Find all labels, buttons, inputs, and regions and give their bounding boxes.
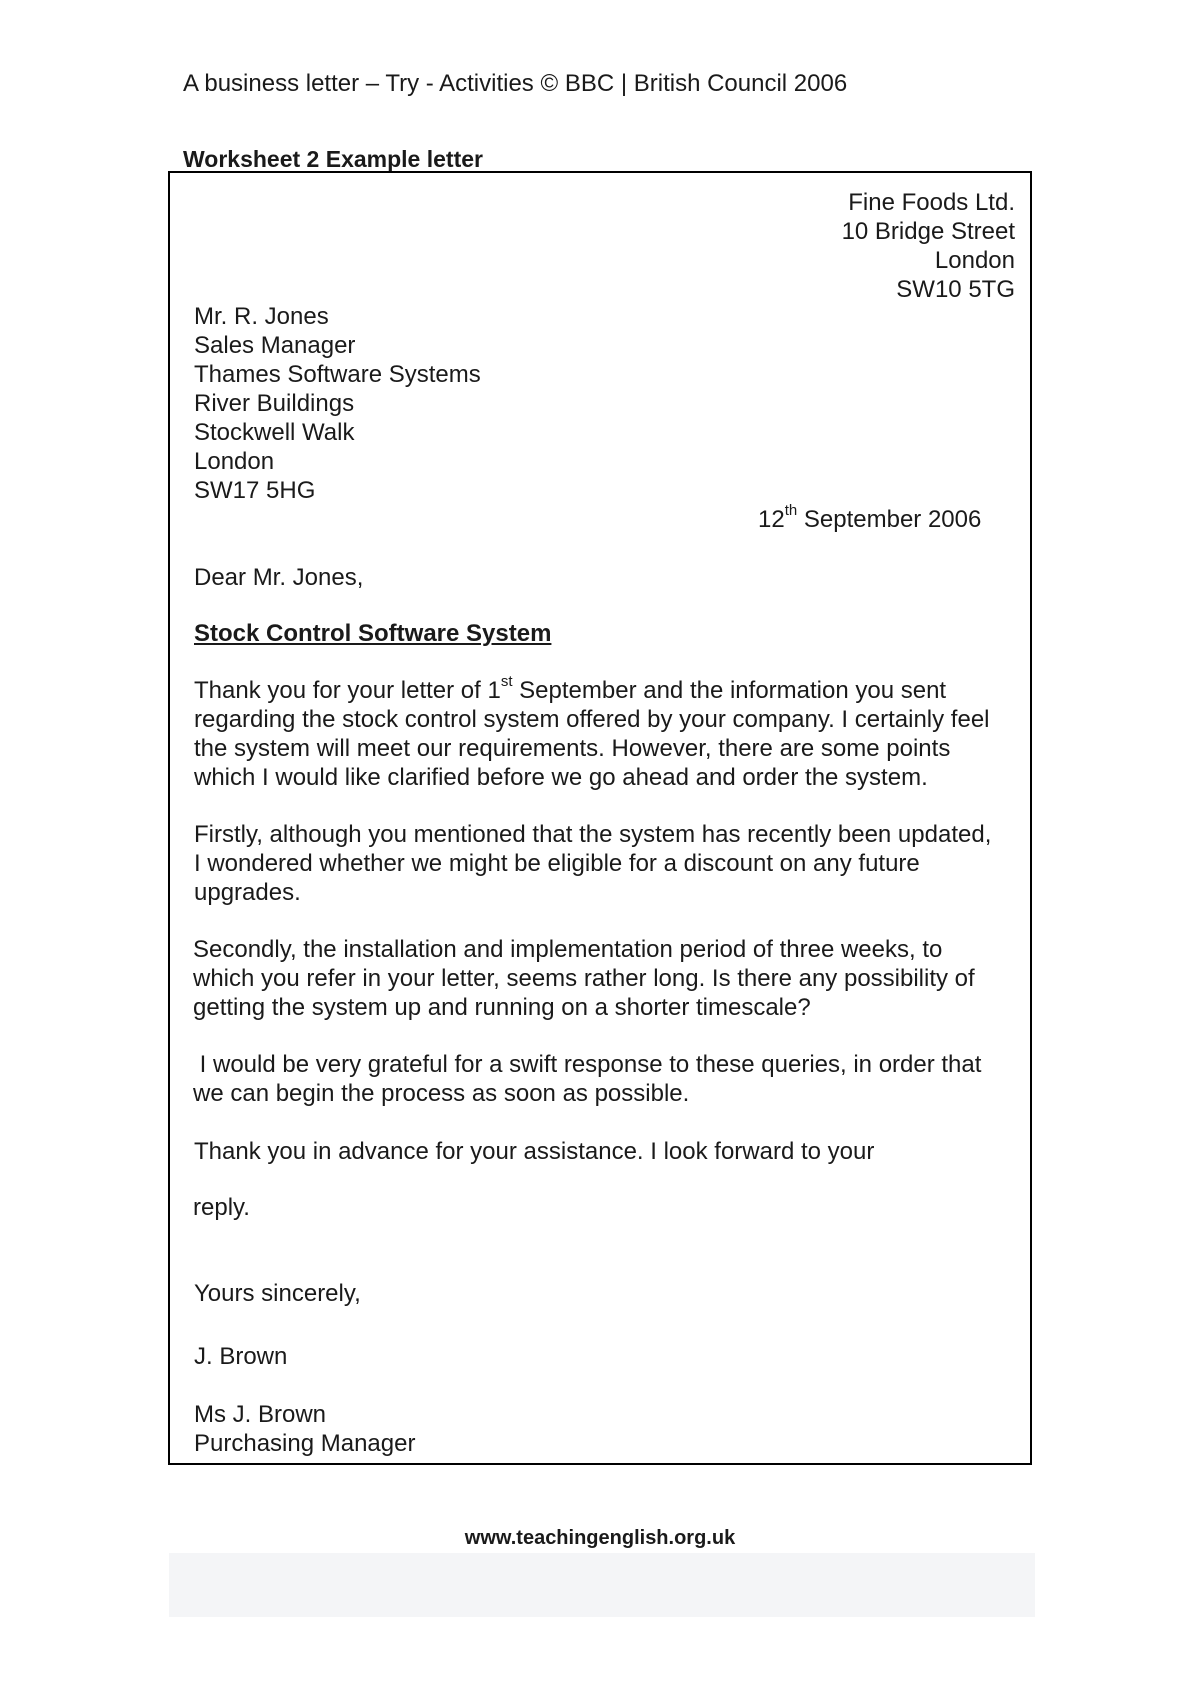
website-link[interactable]: www.teachingenglish.org.uk [464,1527,736,1549]
paragraph-thanks [194,673,990,792]
signature: J. Brown [194,1343,288,1370]
letter-date [758,502,982,534]
ordinal-suffix: st [500,673,513,690]
paragraph-line: regarding the stock control system offered by your company. I certainly feel [194,706,990,733]
recipient-address-line: London [194,448,275,475]
paragraph-line: getting the system up and running on a shorter timescale? [193,994,811,1021]
paragraph-reply [193,1193,250,1222]
paragraph-line: upgrades. [194,879,301,906]
paragraph-line: Firstly, although you mentioned that the system has recently been updated, [194,821,992,848]
paragraph-text: September and the information you sent [512,677,947,704]
date-month-year: September 2006 [797,506,982,533]
signoff-title: Purchasing Manager [194,1430,416,1457]
date-day: 12 [758,506,785,533]
sender-address-line: 10 Bridge Street [841,218,1015,245]
page-header: A business letter – Try - Activities © BBC | British Council 2006 [183,70,848,97]
sender-address-line: London [934,247,1015,274]
salutation: Dear Mr. Jones, [194,564,364,591]
footer-band [169,1553,1035,1617]
paragraph-line: reply. [193,1194,250,1221]
paragraph-line: which you refer in your letter, seems rather long. Is there any possibility of [193,965,975,992]
recipient-address-line: Thames Software Systems [194,361,481,388]
sender-address [842,188,1015,304]
recipient-address-line: SW17 5HG [194,477,316,504]
recipient-address-line: Sales Manager [194,332,356,359]
signoff-name: Ms J. Brown [194,1401,327,1428]
date-suffix: th [784,502,798,519]
sender-address-line: SW10 5TG [896,276,1015,303]
paragraph-line: I wondered whether we might be eligible for a discount on any future [194,850,920,877]
paragraph-line: we can begin the process as soon as possible. [193,1080,690,1107]
recipient-address-line: River Buildings [194,390,355,417]
paragraph-secondly [193,935,975,1022]
worksheet-title: Worksheet 2 Example letter [183,146,483,172]
paragraph-line [194,673,990,705]
subject-line: Stock Control Software System [194,620,552,647]
paragraph-thanks-advance [194,1137,874,1166]
paragraph-line: which I would like clarified before we go ahead and order the system. [194,764,928,791]
paragraph-line: I would be very grateful for a swift response to these queries, in order that [193,1051,982,1078]
paragraph-line: the system will meet our requirements. However, there are some points [194,735,951,762]
sender-address-line: Fine Foods Ltd. [848,189,1015,216]
signoff-block [194,1400,415,1458]
paragraph-firstly [194,820,991,907]
paragraph-text: Thank you for your letter of 1 [194,677,501,704]
paragraph-line: Thank you in advance for your assistance. I look forward to your [194,1138,875,1165]
recipient-address-line: Mr. R. Jones [194,303,329,330]
paragraph-request [193,1050,981,1108]
paragraph-line: Secondly, the installation and implementation period of three weeks, to [193,936,943,963]
recipient-address [194,302,481,505]
complimentary-close: Yours sincerely, [194,1280,361,1307]
recipient-address-line: Stockwell Walk [194,419,355,446]
